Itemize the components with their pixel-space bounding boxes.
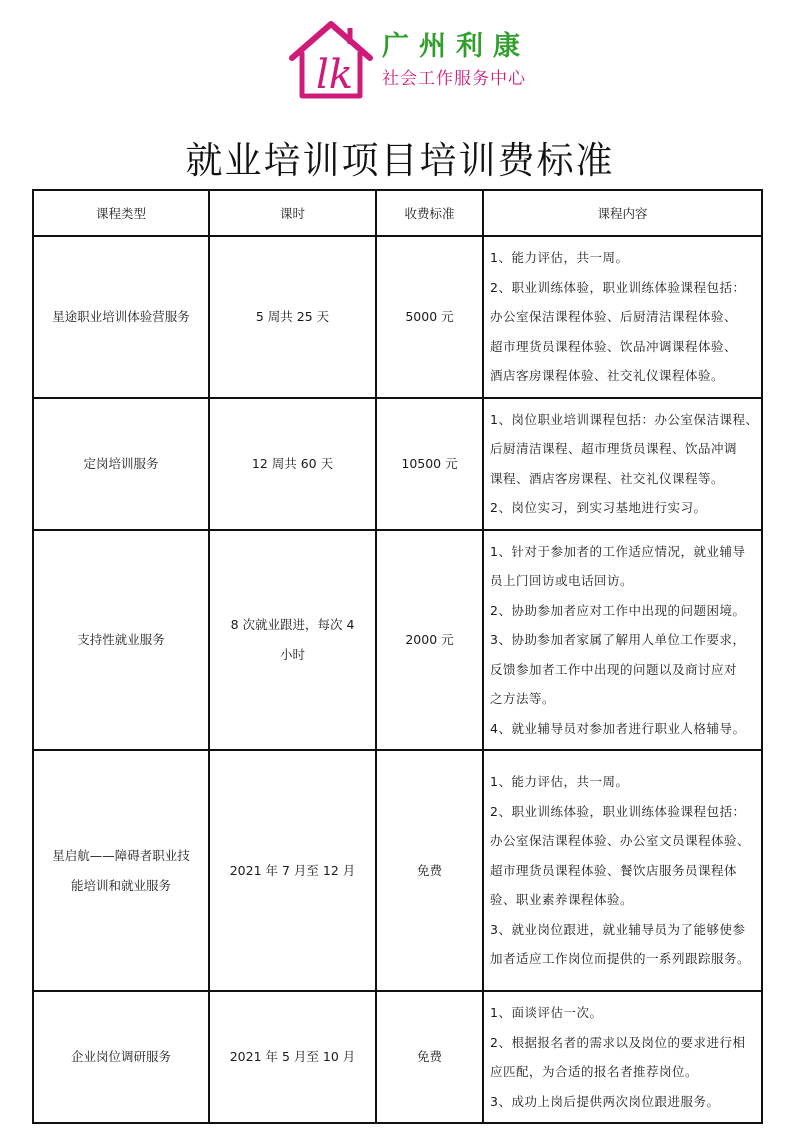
course-type-cell: 企业岗位调研服务: [33, 991, 209, 1123]
hours-cell: 2021 年 7 月至 12 月: [209, 750, 376, 991]
column-header-content: 课程内容: [483, 190, 762, 236]
fee-cell: 2000 元: [376, 530, 483, 751]
course-content-line: 加者适应工作岗位而提供的一系列跟踪服务。: [490, 951, 751, 967]
course-content-line: 超市理货员课程体验、餐饮店服务员课程体: [490, 862, 738, 878]
course-content-line: 员上门回访或电话回访。: [490, 573, 634, 588]
organization-name: 广州利康: [382, 31, 530, 62]
course-type-cell: 星启航——障碍者职业技能培训和就业服务: [33, 750, 209, 991]
course-content-line: 课程、酒店客房课程、社交礼仪课程等。: [490, 470, 725, 486]
fee-cell: 5000 元: [376, 236, 483, 398]
course-content-line: 2、职业训练体验，职业训练体验课程包括：: [490, 279, 746, 295]
fee-cell: 免费: [376, 750, 483, 991]
course-content-cell: [483, 236, 762, 398]
course-content-line: 验、职业素养课程体验。: [490, 892, 634, 908]
table-header-row: [33, 190, 762, 236]
house-logo-icon: [286, 18, 378, 100]
fee-standard-table: [32, 189, 763, 1124]
course-content-cell: [483, 530, 762, 751]
organization-logo: [286, 18, 536, 100]
organization-subtitle: 社会工作服务中心: [382, 69, 526, 89]
course-content-line: 1、岗位职业培训课程包括：办公室保洁课程、: [490, 411, 759, 427]
course-content-line: 4、就业辅导员对参加者进行职业人格辅导。: [490, 720, 746, 736]
course-content-line: 办公室保洁课程体验、后厨清洁课程体验、: [490, 309, 738, 324]
document-title: 就业培训项目培训费标准: [185, 139, 615, 182]
course-content-line: 超市理货员课程体验、饮品冲调课程体验、: [490, 338, 738, 354]
course-type-cell: 支持性就业服务: [33, 530, 209, 751]
course-content-line: 应匹配，为合适的报名者推荐岗位。: [490, 1064, 699, 1079]
fee-cell: 10500 元: [376, 398, 483, 530]
course-content-line: 酒店客房课程体验、社交礼仪课程体验。: [490, 368, 725, 383]
course-type-cell: 星途职业培训体验营服务: [33, 236, 209, 398]
course-content-cell: [483, 991, 762, 1123]
hours-cell: 5 周共 25 天: [209, 236, 376, 398]
table-row: [33, 991, 762, 1123]
course-content-line: 3、协助参加者家属了解用人单位工作要求，: [490, 632, 746, 647]
table-row: [33, 530, 762, 751]
logo-monogram: lk: [316, 52, 354, 98]
course-content-line: 反馈参加者工作中出现的问题以及商讨应对: [490, 661, 738, 677]
course-type-cell: 定岗培训服务: [33, 398, 209, 530]
column-header-fee: 收费标准: [376, 190, 483, 236]
column-header-course-type: 课程类型: [33, 190, 209, 236]
course-content-line: 办公室保洁课程体验、办公室文员课程体验、: [490, 833, 751, 849]
course-content-line: 之方法等。: [490, 691, 556, 706]
course-content-line: 1、能力评估，共一周。: [490, 250, 629, 265]
hours-cell: 12 周共 60 天: [209, 398, 376, 530]
hours-cell: 2021 年 5 月至 10 月: [209, 991, 376, 1123]
fee-cell: 免费: [376, 991, 483, 1123]
table-row: [33, 398, 762, 530]
column-header-hours: 课时: [209, 190, 376, 236]
table-row: [33, 750, 762, 991]
course-content-cell: [483, 398, 762, 530]
course-content-line: 1、面谈评估一次。: [490, 1005, 603, 1020]
course-content-line: 2、职业训练体验，职业训练体验课程包括：: [490, 803, 746, 819]
course-content-line: 1、针对于参加者的工作适应情况，就业辅导: [490, 543, 746, 559]
course-content-line: 2、岗位实习，到实习基地进行实习。: [490, 500, 707, 515]
course-content-line: 后厨清洁课程、超市理货员课程、饮品冲调: [490, 441, 738, 456]
course-content-line: 2、根据报名者的需求以及岗位的要求进行相: [490, 1034, 746, 1050]
course-content-line: 2、协助参加者应对工作中出现的问题困境。: [490, 602, 746, 618]
course-content-line: 1、能力评估，共一周。: [490, 774, 629, 790]
course-content-line: 3、成功上岗后提供两次岗位跟进服务。: [490, 1093, 720, 1109]
course-content-cell: [483, 750, 762, 991]
hours-cell: 8 次就业跟进，每次 4 小时: [209, 530, 376, 751]
course-content-line: 3、就业岗位跟进，就业辅导员为了能够使参: [490, 921, 746, 937]
table-row: [33, 236, 762, 398]
